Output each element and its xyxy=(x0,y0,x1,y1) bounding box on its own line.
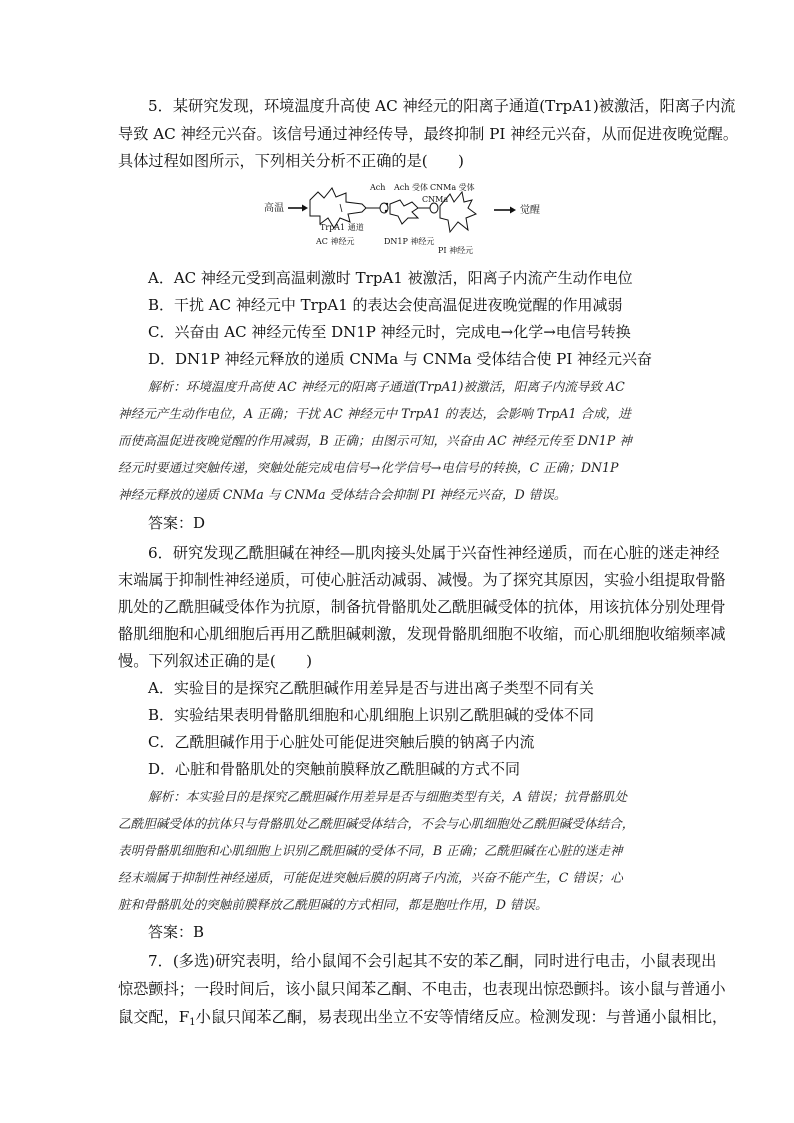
neuron-pathway-figure xyxy=(262,178,562,258)
q5-explanation-line-5: 神经元释放的递质 CNMa 与 CNMa 受体结合会抑制 PI 神经元兴奋，D 错误。 xyxy=(118,487,567,502)
q5-explanation-line-2: 神经元产生动作电位，A 正确；干扰 AC 神经元中 TrpA1 的表达，会影响 TrpA1 合成，进 xyxy=(118,406,631,421)
q6-stem-line-1: 6．研究发现乙酰胆碱在神经—肌肉接头处属于兴奋性神经递质，而在心脏的迷走神经 xyxy=(148,544,720,562)
q6-stem-line-2: 末端属于抑制性神经递质，可使心脏活动减弱、减慢。为了探究其原因，实验小组提取骨骼 xyxy=(118,571,726,589)
ach-vesicle xyxy=(386,203,388,205)
q6-explanation-line-3: 表明骨骼肌细胞和心肌细胞上识别乙酰胆碱的受体不同，B 正确；乙酰胆碱在心脏的迷走神 xyxy=(118,843,623,858)
q5-explanation-line-4: 经元时要通过突触传递，突触处能完成电信号→化学信号→电信号的转换，C 正确；DN1P xyxy=(118,460,619,475)
q5-stem-line-1: 5．某研究发现，环境温度升高使 AC 神经元的阳离子通道(TrpA1)被激活，阳离子内流 xyxy=(148,97,736,115)
q5-explanation-line-1: 解析：环境温度升高使 AC 神经元的阳离子通道(TrpA1)被激活，阳离子内流导致 AC xyxy=(148,379,625,394)
q6-option-b: B．实验结果表明骨骼肌细胞和心肌细胞上识别乙酰胆碱的受体不同 xyxy=(148,706,595,724)
q6-stem-line-4: 骼肌细胞和心肌细胞后再用乙酰胆碱刺激，发现骨骼肌细胞不收缩，而心肌细胞收缩频率减 xyxy=(118,625,726,643)
q7-stem-line-1: 7．(多选)研究表明，给小鼠闻不会引起其不安的苯乙酮，同时进行电击，小鼠表现出 xyxy=(148,952,717,970)
q6-option-a: A．实验目的是探究乙酰胆碱作用差异是否与进出离子类型不同有关 xyxy=(148,679,594,697)
q6-option-c: C．乙酰胆碱作用于心脏处可能促进突触后膜的钠离子内流 xyxy=(148,733,535,751)
q5-stem-line-3: 具体过程如图所示，下列相关分析不正确的是( ) xyxy=(118,152,464,170)
q5-explanation-line-3: 而使高温促进夜晚觉醒的作用减弱，B 正确；由图示可知，兴奋由 AC 神经元传至 DN1P 神 xyxy=(118,433,632,448)
ac-neuron-shape xyxy=(310,188,366,228)
q5-answer: 答案：D xyxy=(148,514,206,532)
q5-stem-line-2: 导致 AC 神经元兴奋。该信号通过神经传导，最终抑制 PI 神经元兴奋，从而促进夜晚觉醒。 xyxy=(118,125,739,143)
q6-explanation-line-4: 经末端属于抑制性神经递质，可能促进突触后膜的阴离子内流，兴奋不能产生，C 错误；心 xyxy=(118,870,623,885)
fig-cnma-receptor-label: CNMa 受体 xyxy=(430,183,475,192)
dn1p-neuron-shape xyxy=(390,200,418,224)
fig-pi-neuron-label: PI 神经元 xyxy=(438,246,474,255)
q7-line3-post: 小鼠只闻苯乙酮，易表现出坐立不安等情绪反应。检测发现：与普通小鼠相比， xyxy=(195,1008,728,1026)
arrow-right-icon xyxy=(302,205,308,212)
q6-answer: 答案：B xyxy=(148,923,205,941)
q7-stem-line-3 xyxy=(118,1007,727,1033)
fig-trpa1-label: TrpA1 通道 xyxy=(320,223,364,232)
q7-stem-line-2: 惊恐颤抖；一段时间后，该小鼠只闻苯乙酮、不电击，也表现出惊恐颤抖。该小鼠与普通小 xyxy=(118,980,726,998)
q5-option-a: A．AC 神经元受到高温刺激时 TrpA1 被激活，阳离子内流产生动作电位 xyxy=(148,269,633,287)
q6-explanation-line-5: 脏和骨骼肌处的突触前膜释放乙酰胆碱的方式相同，都是胞吐作用，D 错误。 xyxy=(118,897,548,912)
fig-dn1p-neuron-label: DN1P 神经元 xyxy=(384,237,435,246)
q6-explanation-line-1: 解析：本实验目的是探究乙酰胆碱作用差异是否与细胞类型有关，A 错误；抗骨骼肌处 xyxy=(148,789,628,804)
fig-high-temp-label: 高温 xyxy=(264,203,284,214)
fig-ac-neuron-label: AC 神经元 xyxy=(316,237,355,246)
q5-option-d: D．DN1P 神经元释放的递质 CNMa 与 CNMa 受体结合使 PI 神经元兴奋 xyxy=(148,350,653,368)
fig-ach-receptor-label: Ach 受体 xyxy=(394,183,428,192)
ach-vesicle xyxy=(385,210,387,212)
q6-stem-line-5: 慢。下列叙述正确的是( ) xyxy=(118,652,313,670)
arrow-right-icon xyxy=(510,207,516,214)
q6-explanation-line-2: 乙酰胆碱受体的抗体只与骨骼肌处乙酰胆碱受体结合，不会与心肌细胞处乙酰胆碱受体结合， xyxy=(118,816,635,831)
q5-option-c: C．兴奋由 AC 神经元传至 DN1P 神经元时，完成电→化学→电信号转换 xyxy=(148,323,631,341)
fig-wake-label: 觉醒 xyxy=(520,205,540,216)
fig-ach-label: Ach xyxy=(370,183,386,192)
q5-option-b: B．干扰 AC 神经元中 TrpA1 的表达会使高温促进夜晚觉醒的作用减弱 xyxy=(148,296,623,314)
q6-option-d: D．心脏和骨骼肌处的突触前膜释放乙酰胆碱的方式不同 xyxy=(148,760,521,778)
q7-f1-subscript: 1 xyxy=(189,1017,196,1028)
q7-line3-pre: 鼠交配，F xyxy=(118,1008,190,1026)
dn1p-terminal xyxy=(430,203,438,213)
fig-cnma-label: CNMa xyxy=(422,195,449,204)
q6-stem-line-3: 肌处的乙酰胆碱受体作为抗原，制备抗骨骼肌处乙酰胆碱受体的抗体，用该抗体分别处理骨 xyxy=(118,598,726,616)
